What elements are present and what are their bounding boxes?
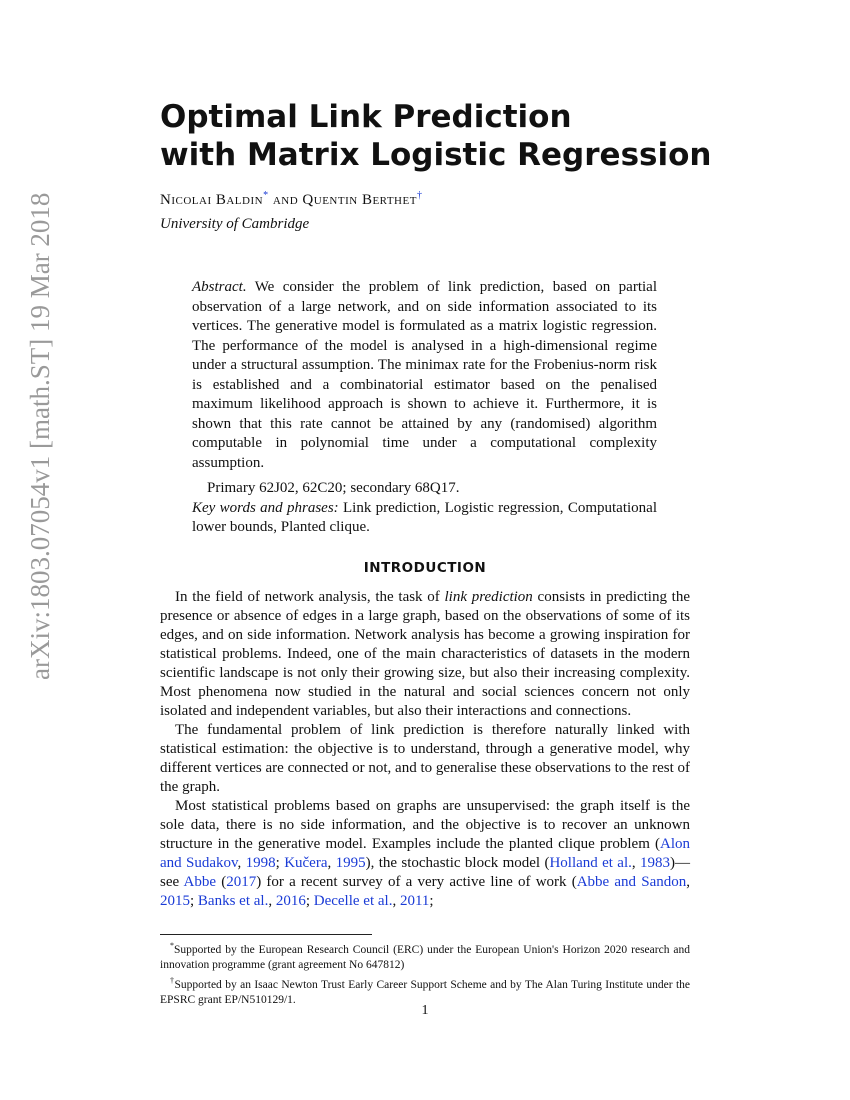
affiliation: University of Cambridge bbox=[160, 216, 310, 232]
paragraph-2: The fundamental problem of link prediction is therefore naturally linked with statistical estimation: the objective is to understand, through a generative model, why different vertices are connected or not, and to generalise these observations to the rest of the graph. bbox=[160, 722, 690, 795]
citation-year[interactable]: 2017 bbox=[226, 874, 257, 890]
p3-text-e: ) for a recent survey of a very active line of work ( bbox=[256, 874, 577, 890]
author-berthet: Quentin Berthet bbox=[302, 192, 417, 208]
msc-classification: Primary 62J02, 62C20; secondary 68Q17. bbox=[207, 480, 460, 496]
keywords-label: Key words and phrases: bbox=[192, 499, 339, 516]
sep: ; bbox=[190, 893, 198, 909]
footnote-1-mark: * bbox=[170, 941, 174, 950]
keywords-list: Link prediction, Logistic regression, Computational lower bounds, Planted clique. bbox=[192, 499, 658, 535]
page-number: 1 bbox=[421, 1003, 429, 1018]
abstract-label: Abstract. bbox=[192, 279, 247, 295]
citation-decelle[interactable]: Decelle et al. bbox=[313, 893, 393, 909]
footnote-mark-1[interactable]: * bbox=[263, 190, 269, 201]
keywords bbox=[192, 499, 657, 538]
p1-text-b: consists in predicting the presence or absence of edges in a large graph, based on the observations of some of its edges, and on side information. Network analysis has become a growing inspiration for statistical problems. Indeed, one of the main characteristics of datasets in the modern scientific landscape is not only their growing size, but also their increasing complexity. Most phenomena now studied in the natural and social sciences concern not only isolated and independent variables, but also their interactions and connections. bbox=[160, 589, 691, 719]
sep: , bbox=[686, 874, 690, 890]
abstract-text bbox=[192, 278, 657, 473]
sep: , bbox=[631, 855, 640, 871]
footnote-1 bbox=[160, 938, 690, 973]
author-list bbox=[160, 190, 422, 209]
title-line-2: with Matrix Logistic Regression bbox=[160, 137, 712, 173]
p1-text-a: In the field of network analysis, the task of bbox=[175, 589, 445, 605]
sep: , bbox=[268, 893, 276, 909]
title-line-1: Optimal Link Prediction bbox=[160, 99, 572, 135]
sep: , bbox=[237, 855, 246, 871]
sep: ; bbox=[275, 855, 285, 871]
footnote-1-text: Supported by the European Research Council (ERC) under the European Union's Horizon 2020 research and innovation programme (grant agreement No 647812) bbox=[160, 943, 690, 971]
citation-holland[interactable]: Holland et al. bbox=[549, 855, 632, 871]
citation-abbe-sandon[interactable]: Abbe and Sandon bbox=[576, 874, 687, 890]
footnote-mark-2[interactable]: † bbox=[416, 190, 423, 201]
p3-text-d: ( bbox=[216, 874, 227, 890]
footnote-rule bbox=[160, 934, 372, 935]
paragraph-1 bbox=[160, 588, 690, 721]
citation-banks[interactable]: Banks et al. bbox=[197, 893, 269, 909]
author-baldin: Nicolai Baldin bbox=[160, 192, 264, 208]
p3-text-a: Most statistical problems based on graphs are unsupervised: the graph itself is the sole data, there is no side information, and the objective is to recover an unknown structure in the generative model. Examples include the planted clique problem ( bbox=[160, 798, 690, 852]
citation-year[interactable]: 2016 bbox=[275, 893, 306, 909]
p3-text-b: ), the stochastic block model ( bbox=[365, 855, 550, 871]
citation-year[interactable]: 2015 bbox=[160, 893, 190, 909]
body-text bbox=[160, 588, 690, 911]
abstract-body: We consider the problem of link prediction, based on partial observation of a large network, and on side information associated to its vertices. The generative model is formulated as a matrix logistic regression. The performance of the model is analysed in a high-dimensional regime under a structural assumption. The minimax rate for the Frobenius-norm risk is established and a combinatorial estimator based on the penalised maximum likelihood approach is shown to achieve it. Furthermore, it is shown that this rate cannot be attained by any (randomised) algorithm computable in polynomial time under a computational complexity assumption. bbox=[192, 279, 657, 471]
citation-year[interactable]: 2011 bbox=[399, 893, 430, 909]
section-heading: INTRODUCTION bbox=[363, 560, 487, 576]
sep: ; bbox=[305, 893, 314, 909]
p1-emphasis: link prediction bbox=[444, 589, 533, 605]
citation-abbe[interactable]: Abbe bbox=[183, 874, 217, 890]
citation-year[interactable]: 1995 bbox=[335, 855, 366, 871]
citation-kucera[interactable]: Kučera bbox=[284, 855, 328, 871]
sep: , bbox=[392, 893, 400, 909]
sep: , bbox=[327, 855, 336, 871]
citation-year[interactable]: 1983 bbox=[640, 855, 670, 871]
citation-year[interactable]: 1998 bbox=[245, 855, 276, 871]
sep: ; bbox=[429, 893, 434, 909]
citation-alon-sudakov[interactable]: Alon and Sudakov bbox=[160, 836, 690, 871]
abstract bbox=[192, 278, 657, 538]
p3-text-c: )—see bbox=[160, 855, 690, 890]
arxiv-stamp: arXiv:1803.07054v1 [math.ST] 19 Mar 2018 bbox=[25, 192, 55, 680]
footnote-2-text: Supported by an Isaac Newton Trust Early Career Support Scheme and by The Alan Turing Institute under the EPSRC grant EP/N510129/1. bbox=[160, 978, 691, 1006]
paper-title bbox=[160, 98, 760, 174]
author-conjunction: and bbox=[268, 192, 303, 208]
footnote-2-mark: † bbox=[170, 975, 175, 985]
paragraph-3 bbox=[160, 797, 690, 911]
footnotes bbox=[160, 938, 690, 1008]
